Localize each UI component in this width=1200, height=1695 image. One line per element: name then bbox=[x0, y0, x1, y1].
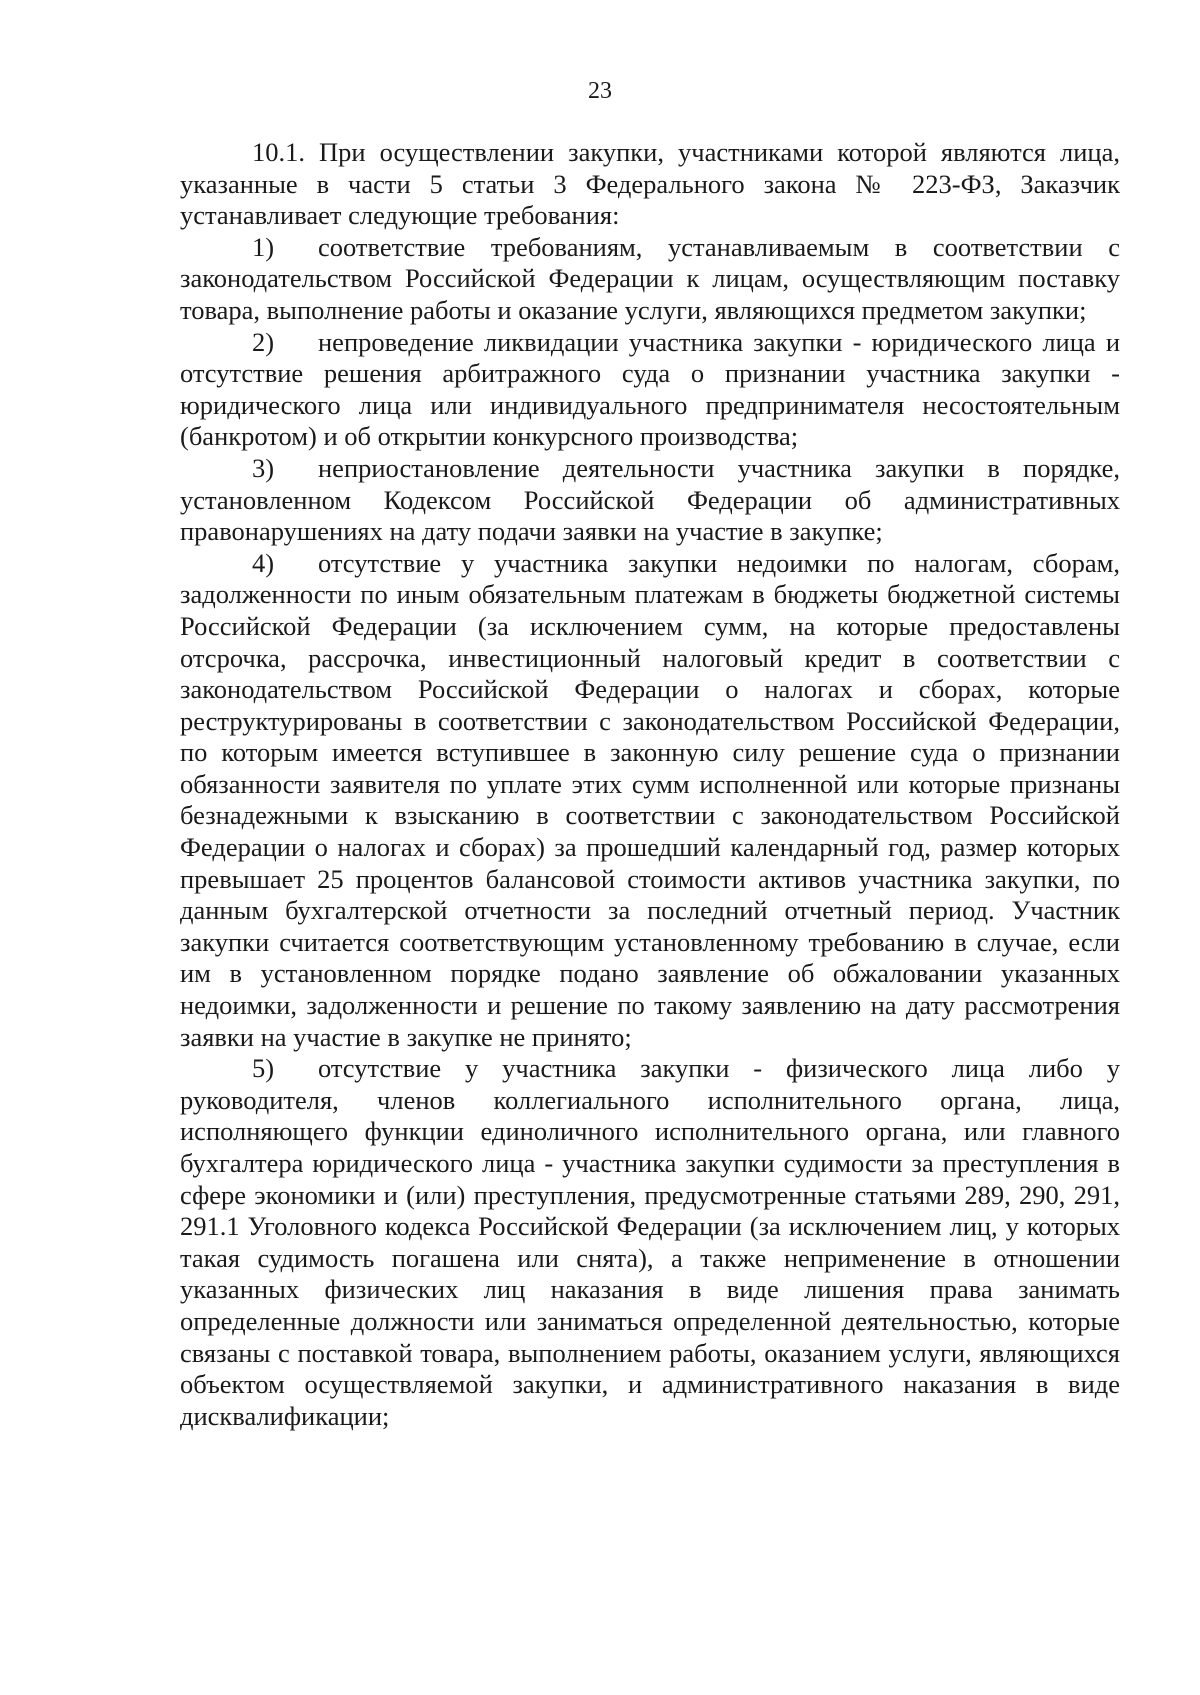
list-item-1 bbox=[180, 232, 1120, 327]
list-item-text: неприостановление деятельности участника закупки в порядке, установленном Кодексом Российской Федерации об административных правонарушениях на дату подачи заявки на участие в закупке; bbox=[180, 452, 1120, 547]
list-item-5 bbox=[180, 1053, 1120, 1432]
list-item-2 bbox=[180, 327, 1120, 453]
list-item-text: непроведение ликвидации участника закупки - юридического лица и отсутствие решения арбитражного суда о признании участника закупки - юридического лица или индивидуального предпринимателя несостоятельным (банкротом) и об открытии конкурсного производства; bbox=[180, 326, 1120, 452]
document-body bbox=[180, 137, 1120, 1432]
list-item-4 bbox=[180, 548, 1120, 1054]
list-item-number: 5) bbox=[252, 1053, 275, 1084]
page-number: 23 bbox=[588, 78, 612, 104]
list-item-number: 3) bbox=[252, 452, 275, 483]
list-item-number: 2) bbox=[252, 326, 275, 357]
list-item-text: отсутствие у участника закупки недоимки по налогам, сборам, задолженности по иным обязательным платежам в бюджеты бюджетной системы Российской Федерации (за исключением сумм, на которые предоставлены отсрочка, рассрочка, инвестиционный налоговый кредит в соответствии с законодательством Российской Федерации о налогах и сборах, которые реструктурированы в соответствии с законодательством Российской Федерации, по которым имеется вступившее в законную силу решение суда о признании обязанности заявителя по уплате этих сумм исполненной или которые признаны безнадежными к взысканию в соответствии с законодательством Российской Федерации о налогах и сборах) за прошедший календарный год, размер которых превышает 25 процентов балансовой стоимости активов участника закупки, по данным бухгалтерской отчетности за последний отчетный период. Участник закупки считается соответствующим установленному требованию в случае, если им в установленном порядке подано заявление об обжаловании указанных недоимки, задолженности и решение по такому заявлению на дату рассмотрения заявки на участие в закупке не принято; bbox=[180, 547, 1120, 1052]
list-item-text: соответствие требованиям, устанавливаемым в соответствии с законодательством Российской Федерации к лицам, осуществляющим поставку товара, выполнение работы и оказание услуги, являющихся предметом закупки; bbox=[180, 231, 1120, 325]
list-item-number: 1) bbox=[252, 231, 275, 262]
list-item-text: отсутствие у участника закупки - физического лица либо у руководителя, членов коллегиального исполнительного органа, лица, исполняющего функции единоличного исполнительного органа, или главного бухгалтера юридического лица - участника закупки судимости за преступления в сфере экономики и (или) преступления, предусмотренные статьями 289, 290, 291, 291.1 Уголовного кодекса Российской Федерации (за исключением лиц, у которых такая судимость погашена или снята), а также неприменение в отношении указанных физических лиц наказания в виде лишения права занимать определенные должности или заниматься определенной деятельностью, которые связаны с поставкой товара, выполнением работы, оказанием услуги, являющихся объектом осуществляемой закупки, и административного наказания в виде дисквалификации; bbox=[180, 1053, 1120, 1431]
list-item-number: 4) bbox=[252, 547, 275, 578]
intro-paragraph: 10.1. При осуществлении закупки, участниками которой являются лица, указанные в части 5 статьи 3 Федерального закона № 223-ФЗ, Заказчик устанавливает следующие требования: bbox=[180, 137, 1120, 231]
list-item-3 bbox=[180, 453, 1120, 548]
